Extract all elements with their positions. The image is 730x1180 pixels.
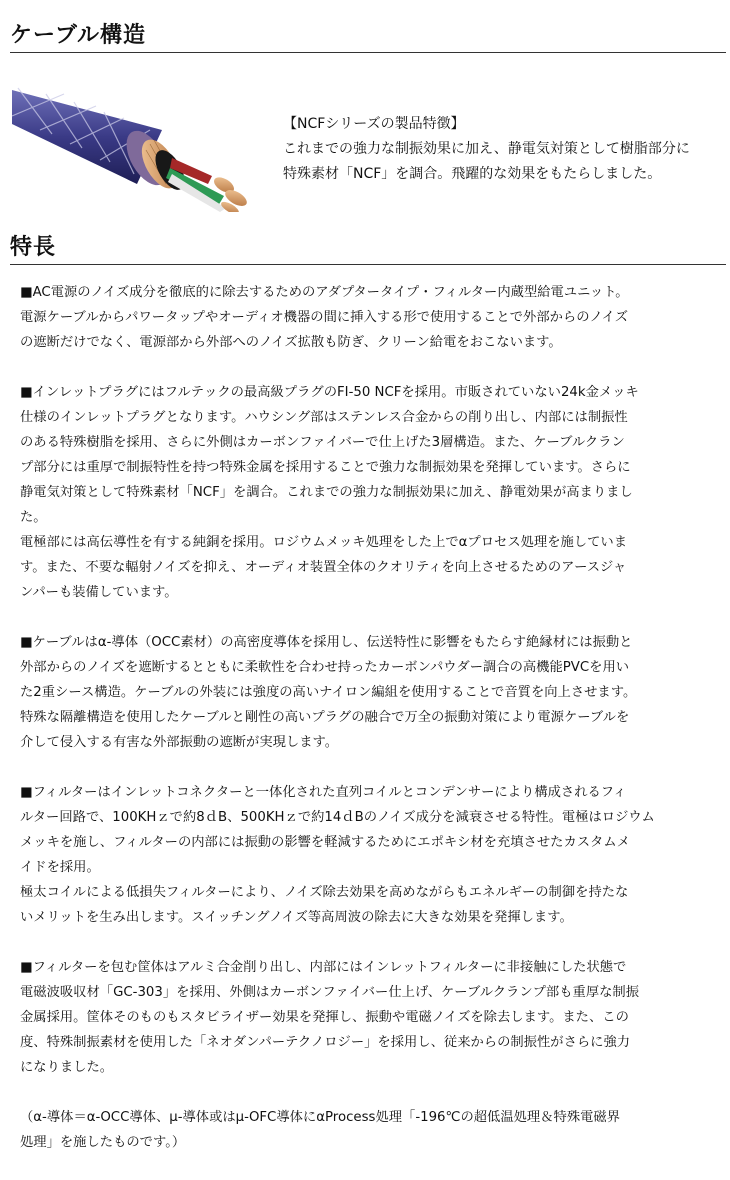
- text-line: 介して侵入する有害な外部振動の遮断が実現します。: [20, 735, 339, 750]
- text-line: 金属採用。筐体そのものもスタビライザー効果を発揮し、振動や電磁ノイズを除去します。また、この: [20, 1010, 629, 1025]
- text-line: の遮断だけでなく、電源部から外部へのノイズ拡散も防ぎ、クリーン給電をおこないます。: [20, 335, 562, 350]
- text-line: いメリットを生み出します。スイッチングノイズ等高周波の除去に大きな効果を発揮します。: [20, 910, 573, 925]
- feature-paragraph-filter: [20, 780, 710, 930]
- section-title-features: 特長: [10, 234, 726, 265]
- text-line: 電磁波吸収材「GC-303」を採用、外側はカーボンファイバー仕上げ、ケーブルクランプ部も重厚な制振: [20, 985, 640, 1000]
- text-line: イドを採用。: [20, 860, 100, 875]
- text-line: 仕様のインレットプラグとなります。ハウシング部はステンレス合金からの削り出し、内部には制振性: [20, 410, 628, 425]
- text-line: 特殊な隔離構造を使用したケーブルと剛性の高いプラグの融合で万全の振動対策により電源ケーブルを: [20, 710, 630, 725]
- text-line: ■ケーブルはα-導体（OCC素材）の高密度導体を採用し、伝送特性に影響をもたらす絶縁材には振動と: [20, 635, 633, 650]
- text-line: 外部からのノイズを遮断するとともに柔軟性を合わせ持ったカーボンパウダー調合の高機能PVCを用い: [20, 660, 630, 675]
- text-line: （α-導体＝α-OCC導体、μ-導体或はμ-OFC導体にαProcess処理「-196℃の超低温処理＆特殊電磁界: [20, 1110, 621, 1125]
- text-line: のある特殊樹脂を採用、さらに外側はカーボンファイバーで仕上げた3層構造。また、ケーブルクラン: [20, 435, 625, 450]
- text-line: メッキを施し、フィルターの内部には振動の影響を軽減するためにエポキシ材を充填させたカスタムメ: [20, 835, 630, 850]
- text-line: 極太コイルによる低損失フィルターにより、ノイズ除去効果を高めながらもエネルギーの制御を持たな: [20, 885, 629, 900]
- text-line: ■インレットプラグにはフルテックの最高級プラグのFI-50 NCFを採用。市販されていない24k金メッキ: [20, 385, 639, 400]
- feature-paragraph-housing: [20, 955, 710, 1080]
- text-line: 電極部には高伝導性を有する純銅を採用。ロジウムメッキ処理をした上でαプロセス処理を施していま: [20, 535, 627, 550]
- text-line: た。: [20, 510, 47, 525]
- text-line: ルター回路で、100KHｚで約8ｄB、500KHｚで約14ｄBのノイズ成分を減衰させる特性。電極はロジウム: [20, 810, 655, 825]
- ncf-features-block: [283, 112, 723, 187]
- features-body: [20, 280, 710, 1180]
- text-line: す。また、不要な輻射ノイズを抑え、オーディオ装置全体のクオリティを向上させるためのアースジャ: [20, 560, 627, 575]
- text-line: 電源ケーブルからパワータップやオーディオ機器の間に挿入する形で使用することで外部からのノイズ: [20, 310, 629, 325]
- text-line: た2重シース構造。ケーブルの外装には強度の高いナイロン編組を使用することで音質を向上させます。: [20, 685, 637, 700]
- text-line: ■フィルターを包む筐体はアルミ合金削り出し、内部にはインレットフィルターに非接触にした状態で: [20, 960, 627, 975]
- text-line: ■フィルターはインレットコネクターと一体化された直列コイルとコンデンサーにより構成されるフィ: [20, 785, 627, 800]
- feature-paragraph-adapter: [20, 280, 710, 355]
- ncf-text-line: 特殊素材「NCF」を調合。飛躍的な効果をもたらしました。: [283, 166, 662, 182]
- cable-structure-image: [12, 72, 254, 212]
- text-line: ■AC電源のノイズ成分を徹底的に除去するためのアダプタータイプ・フィルター内蔵型給電ユニット。: [20, 285, 629, 300]
- text-line: 静電気対策として特殊素材「NCF」を調合。これまでの強力な制振効果に加え、静電効果が高まりまし: [20, 485, 633, 500]
- text-line: 処理」を施したものです。）: [20, 1135, 186, 1150]
- feature-paragraph-note: [20, 1105, 710, 1155]
- text-line: 度、特殊制振素材を使用した「ネオダンパーテクノロジー」を採用し、従来からの制振性がさらに強力: [20, 1035, 631, 1050]
- text-line: になりました。: [20, 1060, 114, 1075]
- feature-paragraph-inlet-plug: [20, 380, 710, 605]
- ncf-text-line: これまでの強力な制振効果に加え、静電気対策として樹脂部分に: [283, 141, 690, 157]
- text-line: ンパーも装備しています。: [20, 585, 178, 600]
- section-title-cable-structure: ケーブル構造: [10, 22, 726, 53]
- ncf-heading: 【NCFシリーズの製品特徴】: [283, 116, 465, 132]
- text-line: プ部分には重厚で制振特性を持つ特殊金属を採用することで強力な制振効果を発揮しています。さらに: [20, 460, 631, 475]
- feature-paragraph-cable: [20, 630, 710, 755]
